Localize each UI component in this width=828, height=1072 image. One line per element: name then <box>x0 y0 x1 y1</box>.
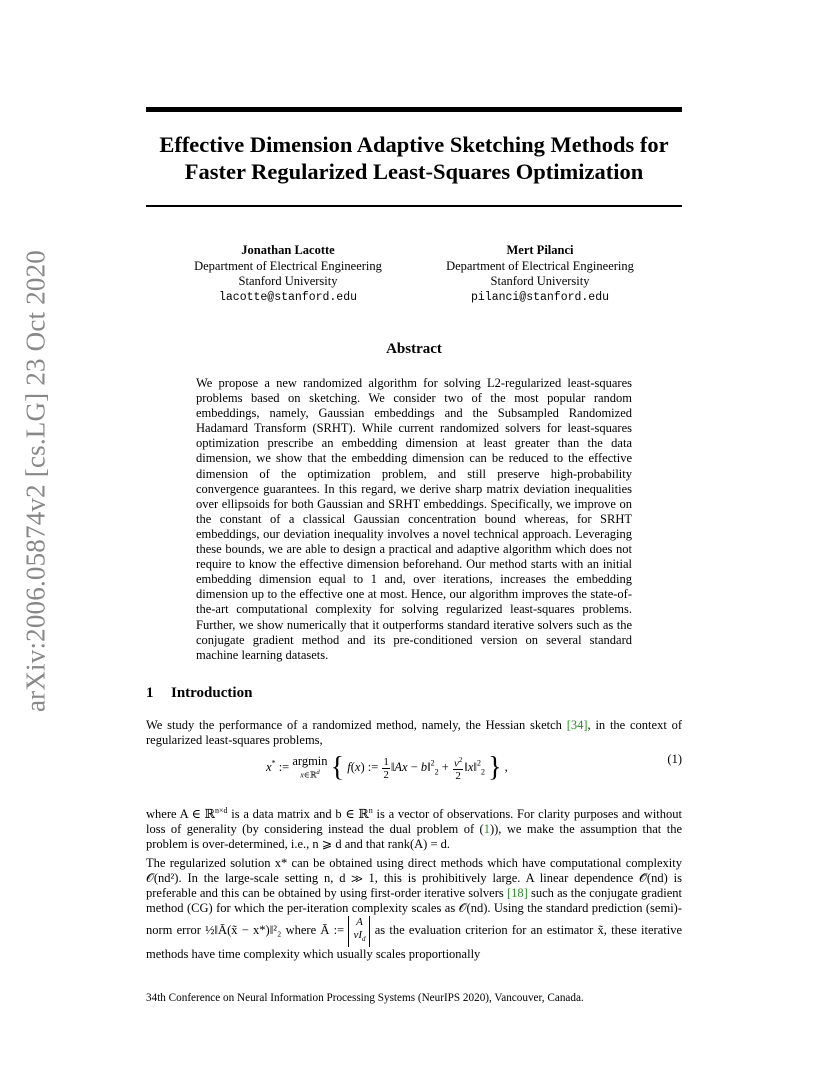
author-block-1 <box>168 243 408 305</box>
author-name: Mert Pilanci <box>506 243 574 257</box>
block-matrix: A $\nu I_d$ <box>348 916 370 946</box>
abstract-heading: Abstract <box>386 341 442 357</box>
section-title: Introduction <box>171 685 253 701</box>
author-name: Jonathan Lacotte <box>241 243 335 257</box>
intro-paragraph-2: where A ∈ ℝ$^{n\times d}$ is a data matrix and b ∈ ℝ$^n$ is a vector of observations. For clarity purposes and without loss of generality (by considering instead the dual problem of (1)), we make the assumption that the problem is over-determined, i.e., n ⩾ d and that rank(A) = d. <box>146 806 682 852</box>
intro-paragraph-1: We study the performance of a randomized method, namely, the Hessian sketch [34], in the context of regularized least-squares problems, <box>146 718 682 748</box>
intro-paragraph-3: The regularized solution x* can be obtained using direct methods which have computational complexity 𝒪(nd²). In the large-scale setting n, d ≫ 1, this is prohibitively large. A linear dependence 𝒪̃(nd) is preferable and this can be obtained by using first-order iterative solvers [18] such as the conjugate gradient method (CG) for which the per-iteration complexity scales as 𝒪(nd). Using the standard prediction (semi)-norm error ½‖Ā(x̃ − x*)‖²₂ where Ā := A $\nu I_d$ as the evaluation criterion for an estimator x̃, these iterative methods have time complexity which usually scales proportionally <box>146 856 682 961</box>
section-number: 1 <box>146 685 154 701</box>
abstract-text: We propose a new randomized algorithm for solving L2-regularized least-squares problems based on sketching. We consider two of the most popular random embeddings, namely, Gaussian embeddings and the Subsampled Randomized Hadamard Transform (SRHT). While current randomized solvers for least-squares optimization prescribe an embedding dimension at least greater than the data dimension, we show that the embedding dimension can be reduced to the effective dimension of the optimization problem, and still preserve high-probability convergence guarantees. In this regard, we derive sharp matrix deviation inequalities over ellipsoids for both Gaussian and SRHT embeddings. Specifically, we improve on the constant of a classical Gaussian concentration bound whereas, for SRHT embeddings, our deviation inequality involves a novel technical approach. Leveraging these bounds, we are able to design a practical and adaptive algorithm which does not require to know the effective dimension beforehand. Our method starts with an initial embedding dimension equal to 1 and, over iterations, increases the embedding dimension up to the effective one at most. Hence, our algorithm improves the state-of-the-art computational complexity for solving regularized least-squares problems. Further, we show numerically that it outperforms standard iterative solvers such as the conjugate gradient method and its pre-conditioned version on several standard machine learning datasets. <box>196 376 632 662</box>
author-univ: Stanford University <box>238 274 338 288</box>
author-email[interactable]: lacotte@stanford.edu <box>218 290 358 304</box>
section-heading <box>146 685 252 702</box>
equation-1: x* := argmin x∈ℝ$^d$ { f(x) := $\frac{1}{2}$ ‖Ax − b‖$^2_2$ + $\frac{\nu^2}{2}$ ‖x‖$^2_2$ } , (1) <box>266 752 682 783</box>
author-dept: Department of Electrical Engineering <box>194 258 382 273</box>
equation-ref-link[interactable]: 1 <box>483 822 490 837</box>
equation-number: (1) <box>667 752 682 766</box>
author-dept: Department of Electrical Engineering <box>446 258 634 273</box>
title-top-rule <box>146 107 682 112</box>
citation-link[interactable]: [18] <box>506 886 528 901</box>
paper-title: Effective Dimension Adaptive Sketching Methods for Faster Regularized Least-Squares Optimization <box>159 132 669 184</box>
author-univ: Stanford University <box>490 274 590 288</box>
title-bottom-rule <box>146 205 682 207</box>
conference-footnote: 34th Conference on Neural Information Processing Systems (NeurIPS 2020), Vancouver, Canada. <box>146 992 584 1004</box>
citation-link[interactable]: [34] <box>566 718 588 732</box>
author-email[interactable]: pilanci@stanford.edu <box>470 290 610 304</box>
author-block-2 <box>420 243 660 305</box>
